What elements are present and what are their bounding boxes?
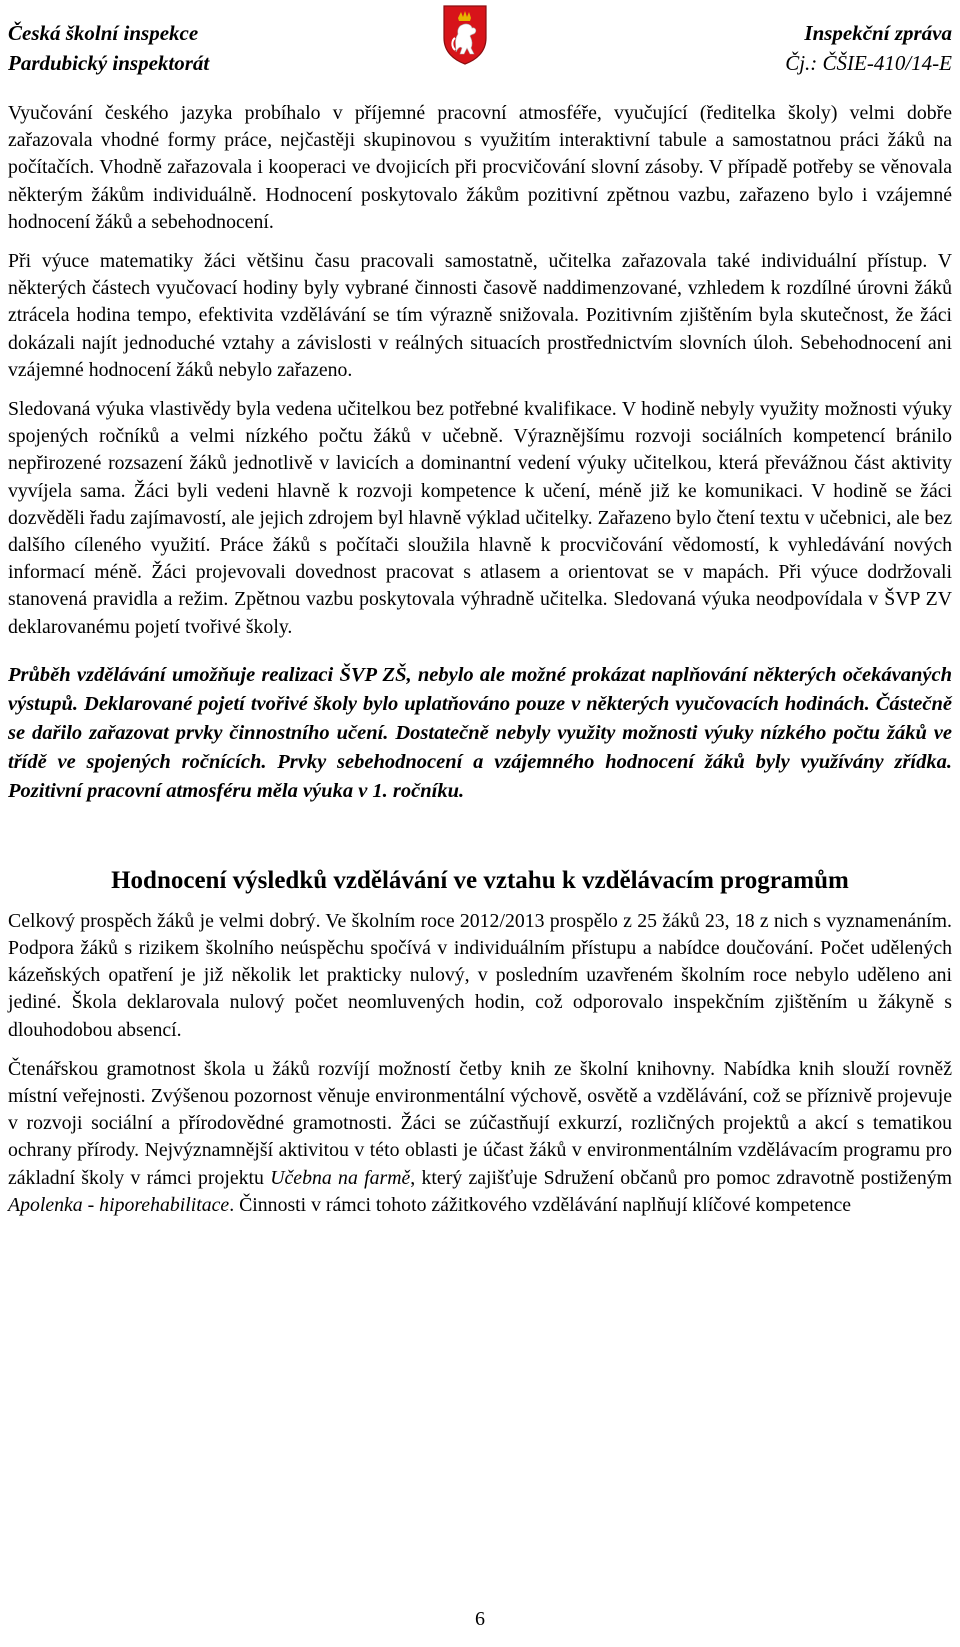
section-heading: Hodnocení výsledků vzdělávání ve vztahu k vzdělávacím programům	[111, 866, 849, 894]
paragraph-czech-language: Vyučování českého jazyka probíhalo v příjemné pracovní atmosféře, vyučující (ředitelka školy) velmi dobře zařazovala vhodné formy práce, nejčastěji skupinovou s využitím interaktivní tabule a samostatnou práci žáků na počítačích. Vhodně zařazovala i kooperaci ve dvojicích při procvičování slovní zásoby. V případě potřeby se věnovala některým žákům individuálně. Hodnocení poskytovalo žákům pozitivní zpětnou vazbu, zařazeno bylo i vzájemné hodnocení žáků a sebehodnocení.	[8, 102, 952, 233]
header-reference-number: Čj.: ČŠIE-410/14-E	[785, 51, 952, 75]
report-body	[8, 100, 952, 1231]
header-inspectorate-name: Pardubický inspektorát	[8, 51, 210, 75]
header-institution-name: Česká školní inspekce	[8, 21, 199, 45]
paragraph-literacy	[8, 1056, 952, 1219]
paragraph-results: Celkový prospěch žáků je velmi dobrý. Ve školním roce 2012/2013 prospělo z 25 žáků 23, 18 z nich s vyznamenáním. Podpora žáků s rizikem školního neúspěchu spočívá v individuálním přístupu a nabídce doučování. Počet udělených kázeňských opatření je již několik let prakticky nulový, v posledním uzavřeném školním roce nebylo uděleno ani jediné. Škola deklarovala nulový počet neomluvených hodin, což odporovalo inspekčním zjištěním u žákyně s dlouhodobou absencí.	[8, 909, 952, 1041]
project-name: Učebna na farmě	[270, 1166, 411, 1189]
paragraph-social-studies: Sledovaná výuka vlastivědy byla vedena učitelkou bez potřebné kvalifikace. V hodině nebyly využity možnosti výuky spojených ročníků a velmi nízkého počtu žáků v učebně. Výraznějšímu rozvoji sociálních kompetencí bránilo nepřirozené rozsazení žáků jednotlivě v lavicích a dominantní vedení výuky učitelkou, která převážnou část aktivity vyvíjela sama. Žáci byli vedeni hlavně k rozvoji kompetence k učení, méně již ke komunikaci. V hodině se žáci dozvěděli řadu zajímavostí, ale jejich zdrojem byl hlavně výklad učitelky. Zařazeno bylo čtení textu v učebnici, ale bez dalšího cíleného využití. Práce žáků s počítači sloužila hlavně k procvičování vědomostí, k vyhledávání nových informací méně. Žáci projevovali dovednost pracovat s atlasem a orientovat se v mapách. Při výuce dodržovali stanovená pravidla a režim. Zpětnou vazbu poskytovala výhradně učitelka. Sledovaná výuka neodpovídala v ŠVP ZV deklarovanému pojetí tvořivé školy.	[8, 398, 952, 638]
header-report-title: Inspekční zpráva	[804, 21, 952, 45]
header-document-info	[785, 18, 952, 78]
literacy-text-2: , který zajišťuje Sdružení občanů pro pomoc zdravotně postiženým	[410, 1166, 953, 1189]
page-header	[0, 0, 960, 90]
page-number: 6	[475, 1608, 485, 1630]
czech-coat-of-arms-icon	[442, 4, 488, 66]
organization-name: Apolenka - hiporehabilitace	[8, 1193, 230, 1216]
paragraph-mathematics: Při výuce matematiky žáci většinu času pracovali samostatně, učitelka zařazovala také individuální přístup. V některých částech vyučovací hodiny byly vybrané činnosti časově naddimenzované, vzhledem k rozdílné úrovni žáků ztrácela hodina tempo, efektivita vzdělávání se tím výrazně snižovala. Pozitivním zjištěním byla skutečnost, že žáci dokázali najít jednoduché vztahy a závislosti v reálných situacích prostřednictvím slovních úloh. Sebehodnocení ani vzájemné hodnocení žáků nebylo zařazeno.	[8, 250, 952, 381]
header-institution	[8, 18, 209, 78]
paragraph-conclusion: Průběh vzdělávání umožňuje realizaci ŠVP ZŠ, nebylo ale možné prokázat naplňování některých očekávaných výstupů. Deklarované pojetí tvořivé školy bylo uplatňováno pouze v některých vyučovacích hodinách. Částečně se dařilo zařazovat prvky činnostního učení. Dostatečně nebyly využity možnosti výuky nízkého počtu žáků ve třídě ve spojených ročnících. Prvky sebehodnocení a vzájemného hodnocení žáků byly využívány zřídka. Pozitivní pracovní atmosféru měla výuka v 1. ročníku.	[8, 663, 952, 802]
literacy-text-3: . Činnosti v rámci tohoto zážitkového vzdělávání naplňují klíčové kompetence	[229, 1193, 852, 1216]
literacy-text-1: Čtenářskou gramotnost škola u žáků rozvíjí možností četby knih ze školní knihovny. Nabídka knih slouží rovněž místní veřejnosti. Zvýšenou pozornost věnuje environmentální výchově, osvětě a vzdělávání, což se příznivě projevuje v rozvoji sociální a přírodovědné gramotnosti. Žáci se zúčastňují exkurzí, rozličných projektů a akcí s tematikou ochrany přírody. Nejvýznamnější aktivitou v této oblasti je účast žáků v environmentálním vzdělávacím programu pro základní školy v rámci projektu	[8, 1057, 952, 1189]
